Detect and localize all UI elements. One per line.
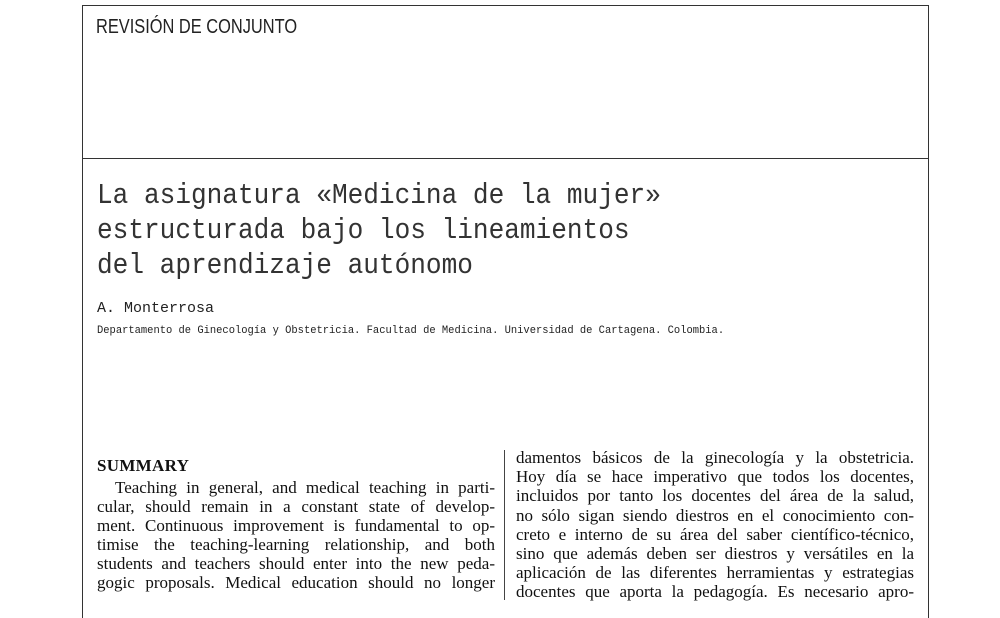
text-line: Hoy día se hace imperativo que todos los docentes, <box>516 467 914 487</box>
text-line: docentes que aporta la pedagogía. Es necesario apro- <box>516 582 914 602</box>
left-column <box>97 456 495 592</box>
right-column <box>516 448 914 602</box>
summary-paragraph <box>97 478 495 592</box>
author-affiliation: Departamento de Ginecología y Obstetricia. Facultad de Medicina. Universidad de Cartagena. Colombia. <box>97 325 725 337</box>
text-line: sino que además deben ser diestros y versátiles en la <box>516 544 914 564</box>
text-line: ment. Continuous improvement is fundamental to op- <box>97 516 495 535</box>
article-title <box>97 178 661 283</box>
text-line: timise the teaching-learning relationship, and both <box>97 535 495 554</box>
text-line: damentos básicos de la ginecología y la obstetricia. <box>516 448 914 467</box>
title-line: La asignatura «Medicina de la mujer» <box>97 179 661 212</box>
text-line: students and teachers should enter into the new peda- <box>97 554 495 573</box>
author-name: A. Monterrosa <box>97 300 215 317</box>
title-line: del aprendizaje autónomo <box>97 249 473 282</box>
text-line: incluidos por tanto los docentes del área de la salud, <box>516 486 914 506</box>
body-paragraph <box>516 448 914 602</box>
column-divider <box>504 450 505 600</box>
text-line: no sólo sigan siendo diestros en el conocimiento con- <box>516 505 914 525</box>
text-line: Teaching in general, and medical teaching in parti- <box>115 478 495 497</box>
text-line: aplicación de las diferentes herramientas y estrategias <box>516 563 914 583</box>
text-line: gogic proposals. Medical education should no longer <box>97 573 495 592</box>
section-label: REVISIÓN DE CONJUNTO <box>96 16 298 38</box>
text-line: cular, should remain in a constant state of develop- <box>97 497 495 516</box>
title-line: estructurada bajo los lineamientos <box>97 214 630 247</box>
text-line: creto e interno de su área del saber científico-técnico, <box>516 524 914 544</box>
summary-heading: SUMMARY <box>97 456 190 475</box>
